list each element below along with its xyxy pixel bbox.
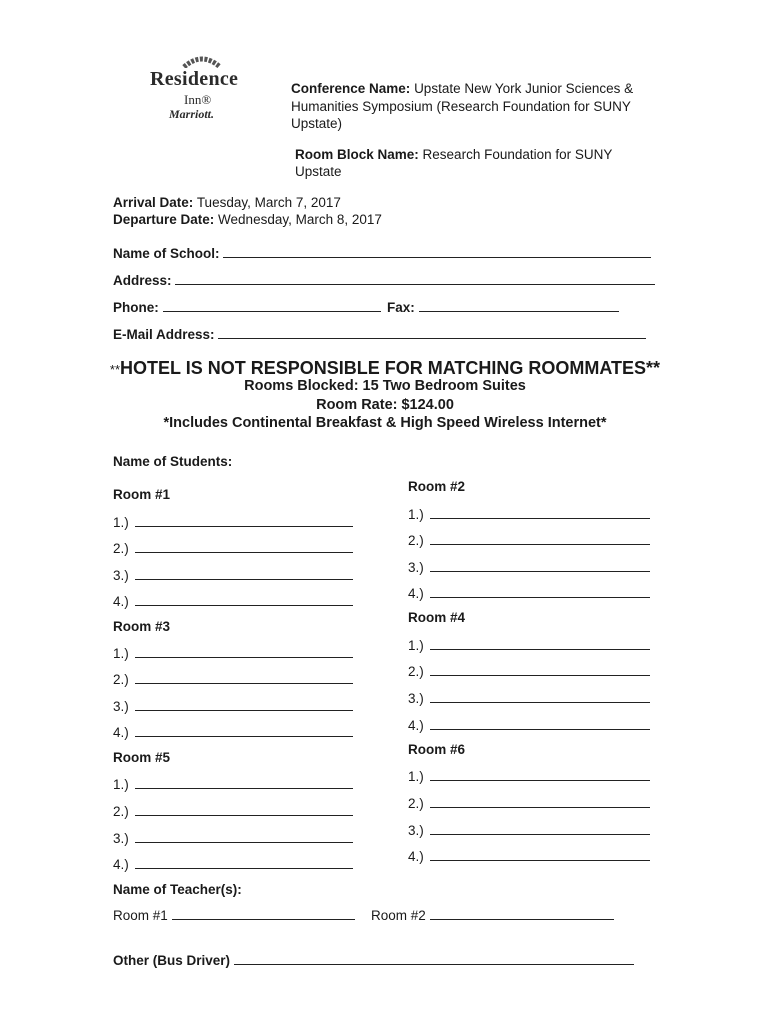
room-5-slot-3[interactable]: 3.) (113, 829, 353, 848)
email-blank[interactable] (218, 325, 646, 339)
room-4-label: Room #4 (408, 610, 466, 625)
room-2-slot-1[interactable]: 1.) (408, 505, 650, 524)
room-4-slot-3[interactable]: 3.) (408, 689, 650, 708)
room-3-label: Room #3 (113, 619, 171, 634)
conference-name: Conference Name: Upstate New York Junior Sciences & (291, 81, 634, 96)
room-1-slot-3[interactable]: 3.) (113, 566, 353, 585)
conference-name-line3: Upstate) (291, 116, 343, 131)
conference-name-line2: Humanities Symposium (Research Foundation for SUNY (291, 99, 631, 114)
phone-blank[interactable] (163, 298, 381, 312)
room-1-slot-2[interactable]: 2.) (113, 539, 353, 558)
teachers-label: Name of Teacher(s): (113, 882, 242, 897)
room-1-slot-4[interactable]: 4.) (113, 592, 353, 611)
room-3-slot-1[interactable]: 1.) (113, 644, 353, 663)
room-6-label: Room #6 (408, 742, 466, 757)
room-2-label: Room #2 (408, 479, 466, 494)
room-2-slot-4[interactable]: 4.) (408, 584, 650, 603)
arrival-date: Arrival Date: Tuesday, March 7, 2017 (113, 195, 341, 210)
school-field[interactable]: Name of School: (113, 244, 651, 263)
logo-marriott: Marriott. (169, 107, 215, 121)
room-6-slot-4[interactable]: 4.) (408, 847, 650, 866)
email-field[interactable]: E-Mail Address: (113, 325, 646, 344)
room-5-slot-4[interactable]: 4.) (113, 855, 353, 874)
logo-brand: Residence (150, 68, 239, 90)
teacher-room-1-blank[interactable] (172, 906, 355, 920)
fax-field[interactable]: Fax: (387, 298, 619, 317)
room-block-name-line2: Upstate (295, 164, 342, 179)
phone-field[interactable]: Phone: (113, 298, 381, 317)
room-1-slot-1[interactable]: 1.) (113, 513, 353, 532)
crest-icon (182, 55, 222, 68)
room-rate: Room Rate: $124.00 (316, 397, 454, 413)
fax-blank[interactable] (419, 298, 619, 312)
room-1-label: Room #1 (113, 487, 171, 502)
room-5-slot-2[interactable]: 2.) (113, 802, 353, 821)
includes-note: *Includes Continental Breakfast & High Speed Wireless Internet* (163, 415, 607, 431)
notice-headline: **HOTEL IS NOT RESPONSIBLE FOR MATCHING ROOMMATES** (109, 358, 661, 378)
students-label: Name of Students: (113, 454, 233, 469)
bus-driver-field[interactable]: Other (Bus Driver) (113, 951, 634, 970)
room-5-label: Room #5 (113, 750, 171, 765)
room-block-name: Room Block Name: Research Foundation for SUNY (295, 147, 613, 162)
teacher-room-1-field[interactable]: Room #1 (113, 906, 355, 925)
residence-inn-logo (140, 55, 258, 125)
rooms-blocked: Rooms Blocked: 15 Two Bedroom Suites (244, 378, 526, 394)
room-4-slot-2[interactable]: 2.) (408, 662, 650, 681)
address-field[interactable]: Address: (113, 271, 655, 290)
room-6-slot-2[interactable]: 2.) (408, 794, 650, 813)
room-5-slot-1[interactable]: 1.) (113, 775, 353, 794)
room-3-slot-2[interactable]: 2.) (113, 670, 353, 689)
room-6-slot-3[interactable]: 3.) (408, 821, 650, 840)
departure-date: Departure Date: Wednesday, March 8, 2017 (113, 212, 382, 227)
teacher-room-2-blank[interactable] (430, 906, 614, 920)
room-2-slot-3[interactable]: 3.) (408, 558, 650, 577)
room-3-slot-3[interactable]: 3.) (113, 697, 353, 716)
bus-driver-blank[interactable] (234, 951, 634, 965)
school-blank[interactable] (223, 244, 651, 258)
address-blank[interactable] (175, 271, 655, 285)
room-4-slot-1[interactable]: 1.) (408, 636, 650, 655)
room-2-slot-2[interactable]: 2.) (408, 531, 650, 550)
room-4-slot-4[interactable]: 4.) (408, 716, 650, 735)
room-3-slot-4[interactable]: 4.) (113, 723, 353, 742)
teacher-room-2-field[interactable]: Room #2 (371, 906, 614, 925)
logo-inn: Inn® (184, 92, 212, 107)
room-6-slot-1[interactable]: 1.) (408, 767, 650, 786)
